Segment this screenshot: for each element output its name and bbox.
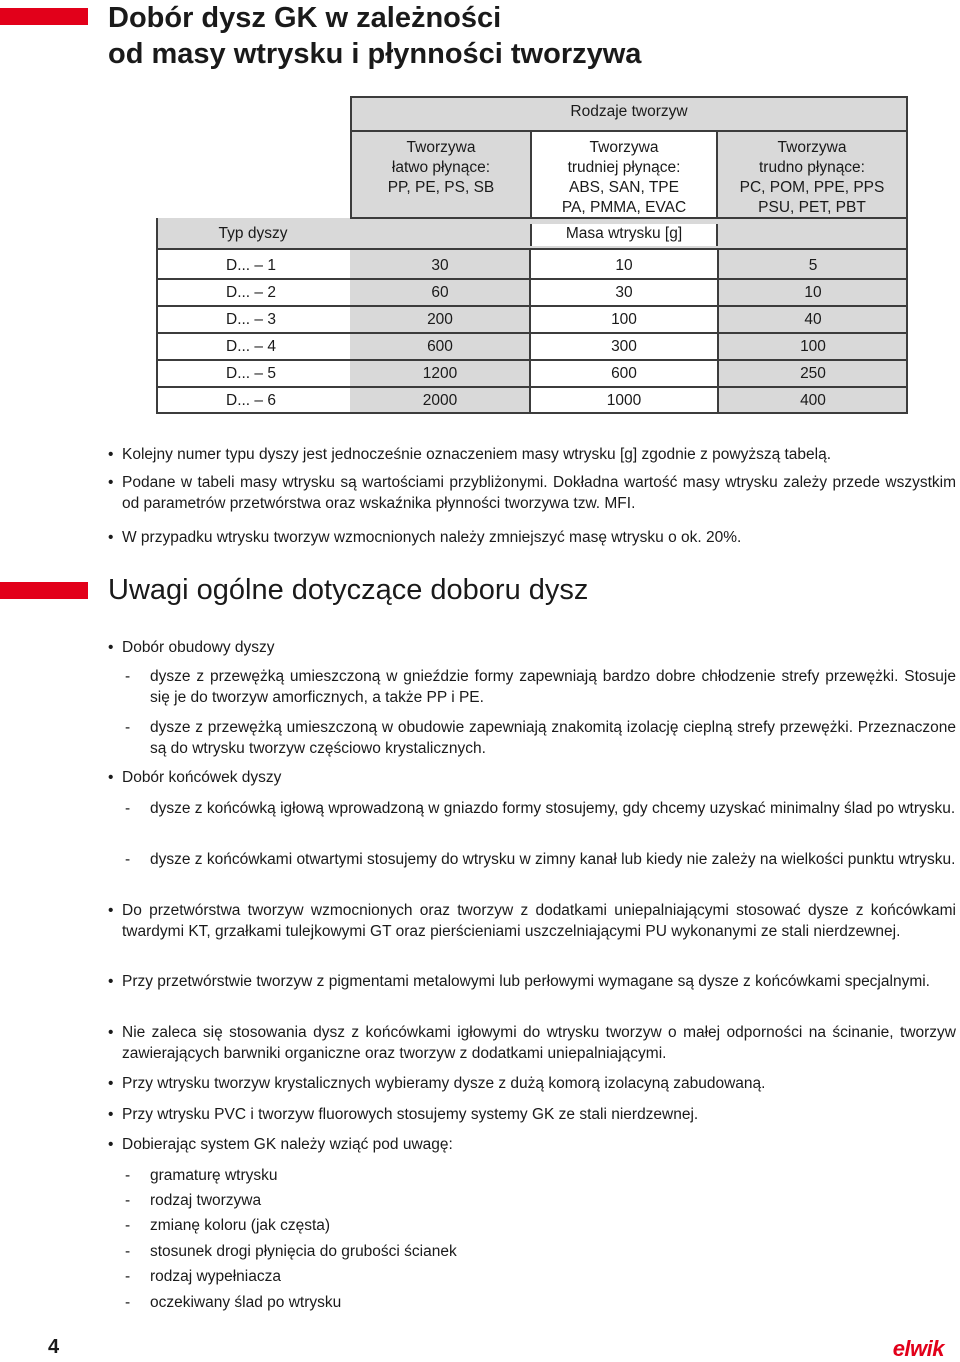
row-label: D... – 3	[226, 311, 276, 328]
table-cell: 1000	[606, 392, 642, 409]
table-cell: 10	[615, 257, 633, 274]
note-text: W przypadku wtrysku tworzyw wzmocnionych należy zmniejszyć masę wtrysku o ok. 20%.	[122, 529, 742, 546]
consideration-text: rodzaj wypełniacza	[150, 1268, 281, 1285]
sub-list-text: dysze z przewężką umieszczoną w gnieździe formy zapewniają bardzo dobre chłodzenie strefy przewężki. Stosuje się je do tworzyw amorficznych, a także PP i PE.	[150, 668, 956, 706]
col3-line1: Tworzywa	[777, 139, 847, 156]
table-cell: 400	[800, 392, 826, 409]
dash-icon: -	[125, 1167, 131, 1184]
dash-icon: -	[125, 800, 131, 817]
dash-icon: -	[125, 1217, 131, 1234]
type-label	[156, 224, 350, 246]
title-accent-bar	[0, 8, 88, 25]
row-label: D... – 5	[226, 365, 276, 382]
bullet-icon: •	[108, 973, 114, 990]
consideration-text: stosunek drogi płynięcia do grubości ścianek	[150, 1243, 457, 1260]
col3-line4: PSU, PET, PBT	[758, 199, 866, 216]
table-cell: 60	[431, 284, 449, 301]
list-item-text: Przy przetwórstwie tworzyw z pigmentami metalowymi lub perłowymi wymagane są dysze z końcówkami specjalnymi.	[122, 973, 930, 990]
row-label: D... – 6	[226, 392, 276, 409]
row-label: D... – 2	[226, 284, 276, 301]
section-accent-bar	[0, 582, 88, 599]
brand-logo: elwik	[892, 1336, 944, 1361]
list-item-text: Przy wtrysku PVC i tworzyw fluorowych stosujemy systemy GK ze stali nierdzewnej.	[122, 1106, 699, 1123]
consideration-text: zmianę koloru (jak częsta)	[150, 1217, 331, 1234]
col2-line1: Tworzywa	[589, 139, 659, 156]
page-title	[108, 0, 641, 72]
table-cell: 600	[611, 365, 637, 382]
table-cell: 100	[800, 338, 826, 355]
col1-line1: Tworzywa	[406, 139, 476, 156]
page-number: 4	[48, 1336, 60, 1358]
table-cell: 100	[611, 311, 637, 328]
col3-line3: PC, POM, PPE, PPS	[739, 179, 885, 196]
sub-list-text: dysze z końcówkami otwartymi stosujemy do wtrysku w zimny kanał lub kiedy nie zależy na wielkości punktu wtrysku.	[150, 851, 956, 868]
type-label-text: Typ dyszy	[218, 225, 288, 242]
dash-icon: -	[125, 851, 131, 868]
col1-line3: PP, PE, PS, SB	[387, 179, 495, 196]
row-separator	[156, 386, 908, 388]
dash-icon: -	[125, 1268, 131, 1285]
table-cell: 1200	[422, 365, 458, 382]
mass-label	[530, 224, 718, 246]
table-cell: 600	[427, 338, 453, 355]
col2-line4: PA, PMMA, EVAC	[561, 199, 687, 216]
consideration-text: oczekiwany ślad po wtrysku	[150, 1294, 342, 1311]
bullet-icon: •	[108, 639, 114, 656]
bullet-icon: •	[108, 1024, 114, 1041]
sub-list-text: dysze z końcówką igłową wprowadzoną w gniazdo formy stosujemy, gdy chcemy uzyskać minimalny ślad po wtrysku.	[150, 800, 956, 817]
group-header	[350, 102, 908, 126]
table-cell: 300	[611, 338, 637, 355]
col-header-3	[716, 130, 908, 219]
bullet-icon: •	[108, 1136, 114, 1153]
page-title-line2: od masy wtrysku i płynności tworzywa	[108, 38, 642, 70]
group-header-label: Rodzaje tworzyw	[570, 103, 688, 120]
table-cell: 200	[427, 311, 453, 328]
page-title-line1: Dobór dysz GK w zależności	[108, 2, 502, 34]
list-item-text: Nie zaleca się stosowania dysz z końcówkami igłowymi do wtrysku tworzyw o małej odporności na ścinanie, tworzyw zawierających barwniki organiczne oraz tworzyw z dodatkami uniepalniającymi.	[122, 1024, 956, 1062]
table-cell: 5	[808, 257, 818, 274]
bullet-icon: •	[108, 1106, 114, 1123]
col2-line2: trudniej płynące:	[567, 159, 681, 176]
bullet-icon: •	[108, 474, 114, 491]
note-text: Podane w tabeli masy wtrysku są wartościami przybliżonymi. Dokładna wartość masy wtrysku zależy przede wszystkim od parametrów przetwórstwa oraz wskaźnika płynności tworzywa tzw. MFI.	[122, 474, 956, 512]
table-cell: 40	[804, 311, 822, 328]
col3-line2: trudno płynące:	[759, 159, 865, 176]
list-item-text: Dobierając system GK należy wziąć pod uwagę:	[122, 1136, 453, 1153]
list-item-text: Do przetwórstwa tworzyw wzmocnionych oraz tworzyw z dodatkami uniepalniającymi stosować dysze z końcówkami twardymi KT, grzałkami tulejkowymi GT oraz pierścieniami uszczelniającymi PU wykonanymi ze stali nierdzewnej.	[122, 902, 956, 940]
col1-line2: łatwo płynące:	[391, 159, 491, 176]
col2-line3: ABS, SAN, TPE	[569, 179, 679, 196]
mass-label-text: Masa wtrysku [g]	[565, 225, 683, 242]
list-item-text: Przy wtrysku tworzyw krystalicznych wybieramy dysze z dużą komorą izolacyną zabudowaną.	[122, 1075, 766, 1092]
row-separator	[156, 359, 908, 361]
dash-icon: -	[125, 719, 131, 736]
table-cell: 10	[804, 284, 822, 301]
dash-icon: -	[125, 1192, 131, 1209]
dash-icon: -	[125, 1243, 131, 1260]
row-separator	[156, 305, 908, 307]
row-label: D... – 4	[226, 338, 276, 355]
bullet-icon: •	[108, 1075, 114, 1092]
bullet-icon: •	[108, 769, 114, 786]
col-header-2	[530, 130, 718, 219]
dash-icon: -	[125, 668, 131, 685]
table-cell: 30	[615, 284, 633, 301]
nozzle-selection-table	[156, 96, 908, 414]
table-cell: 2000	[422, 392, 458, 409]
section-title: Uwagi ogólne dotyczące doboru dysz	[108, 574, 589, 606]
table-cell: 30	[431, 257, 449, 274]
consideration-text: rodzaj tworzywa	[150, 1192, 262, 1209]
dash-icon: -	[125, 1294, 131, 1311]
consideration-text: gramaturę wtrysku	[150, 1167, 278, 1184]
table-cell: 250	[800, 365, 826, 382]
row-separator	[156, 332, 908, 334]
list-item-text: Dobór obudowy dyszy	[122, 639, 275, 656]
bullet-icon: •	[108, 902, 114, 919]
bullet-icon: •	[108, 446, 114, 463]
sub-list-text: dysze z przewężką umieszczoną w obudowie zapewniają znakomitą izolację cieplną strefy przewężki. Przeznaczone są do wtrysku tworzyw częściowo krystalicznych.	[150, 719, 956, 757]
bullet-icon: •	[108, 529, 114, 546]
col-header-1	[350, 130, 532, 219]
row-label: D... – 1	[226, 257, 276, 274]
note-text: Kolejny numer typu dyszy jest jednocześnie oznaczeniem masy wtrysku [g] zgodnie z powyższą tabelą.	[122, 446, 832, 463]
row-separator	[156, 278, 908, 280]
list-item-text: Dobór końcówek dyszy	[122, 769, 282, 786]
